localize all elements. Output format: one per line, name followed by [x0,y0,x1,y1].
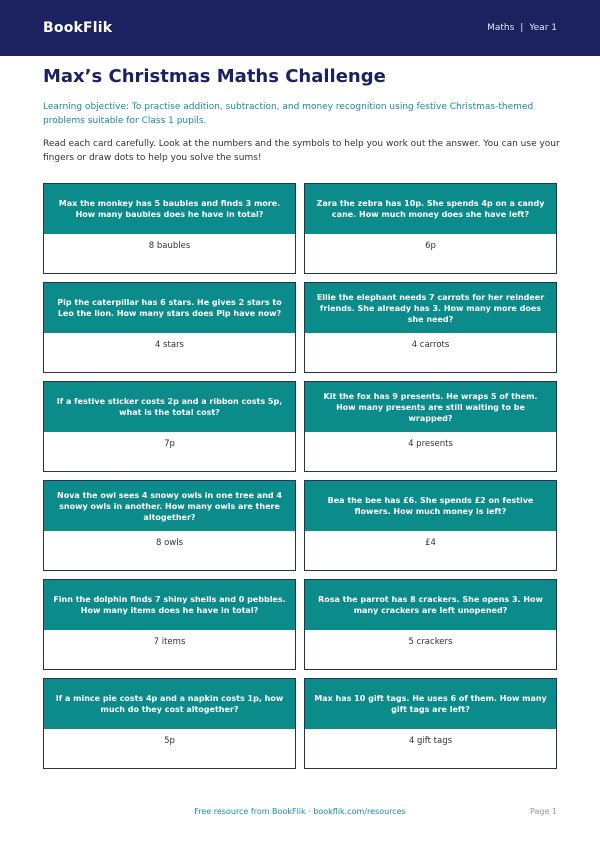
card-question: Max has 10 gift tags. He uses 6 of them. How many gift tags are left? [305,679,556,729]
card-question: Zara the zebra has 10p. She spends 4p on a candy cane. How much money does she have left? [305,184,556,234]
question-card [43,579,296,670]
card-question: Pip the caterpillar has 6 stars. He gives 2 stars to Leo the lion. How many stars does Pip have now? [44,283,295,333]
question-card [304,381,557,472]
card-question: If a mince pie costs 4p and a napkin costs 1p, how much do they cost altogether? [44,679,295,729]
question-card [43,282,296,373]
learning-objective: Learning objective: To practise addition, subtraction, and money recognition using festive Christmas-themed problems suitable for Class 1 pupils. [43,102,534,126]
card-answer: 5 crackers [408,637,453,647]
card-answer: 5p [164,736,175,746]
question-card [43,480,296,571]
footer-credit: Free resource from BookFlik · bookflik.com/resources [194,807,406,816]
card-question: Bea the bee has £6. She spends £2 on festive flowers. How much money is left? [305,481,556,531]
question-card [304,579,557,670]
question-card [304,678,557,769]
subject-label: Maths [487,23,515,33]
year-label: Year 1 [529,23,557,33]
card-question: Finn the dolphin finds 7 shiny shells and 0 pebbles. How many items does he have in total? [44,580,295,630]
card-question: Ellie the elephant needs 7 carrots for her reindeer friends. She already has 3. How many more does she need? [305,283,556,333]
card-answer: 4 presents [408,439,453,449]
card-answer: 6p [425,241,436,251]
card-answer: 4 stars [154,340,184,350]
card-answer: £4 [425,538,436,548]
card-answer: 8 baubles [148,241,191,251]
card-answer: 4 gift tags [408,736,453,746]
card-question: Rosa the parrot has 8 crackers. She opens 3. How many crackers are left unopened? [305,580,556,630]
card-question: If a festive sticker costs 2p and a ribbon costs 5p, what is the total cost? [44,382,295,432]
meta-separator: | [520,23,524,33]
question-card [43,381,296,472]
brand-logo: BookFlik [43,20,113,36]
question-card [304,183,557,274]
page-title: Max’s Christmas Maths Challenge [43,66,386,87]
card-question: Nova the owl sees 4 snowy owls in one tree and 4 snowy owls in another. How many owls are there altogether? [44,481,295,531]
card-question: Max the monkey has 5 baubles and finds 3 more. How many baubles does he have in total? [44,184,295,234]
page-number: Page 1 [530,807,557,816]
question-card [43,678,296,769]
card-answer: 8 owls [155,538,184,548]
top-bar [0,0,600,56]
card-grid [43,183,557,769]
card-answer: 7 items [153,637,186,647]
card-answer: 4 carrots [411,340,450,350]
question-card [43,183,296,274]
instructions: Read each card carefully. Look at the numbers and the symbols to help you work out the answer. You can use your fingers or draw dots to help you solve the sums! [43,139,560,163]
subject-year [487,23,557,33]
question-card [304,282,557,373]
card-question: Kit the fox has 9 presents. He wraps 5 of them. How many presents are still waiting to be wrapped? [305,382,556,432]
card-answer: 7p [164,439,175,449]
question-card [304,480,557,571]
